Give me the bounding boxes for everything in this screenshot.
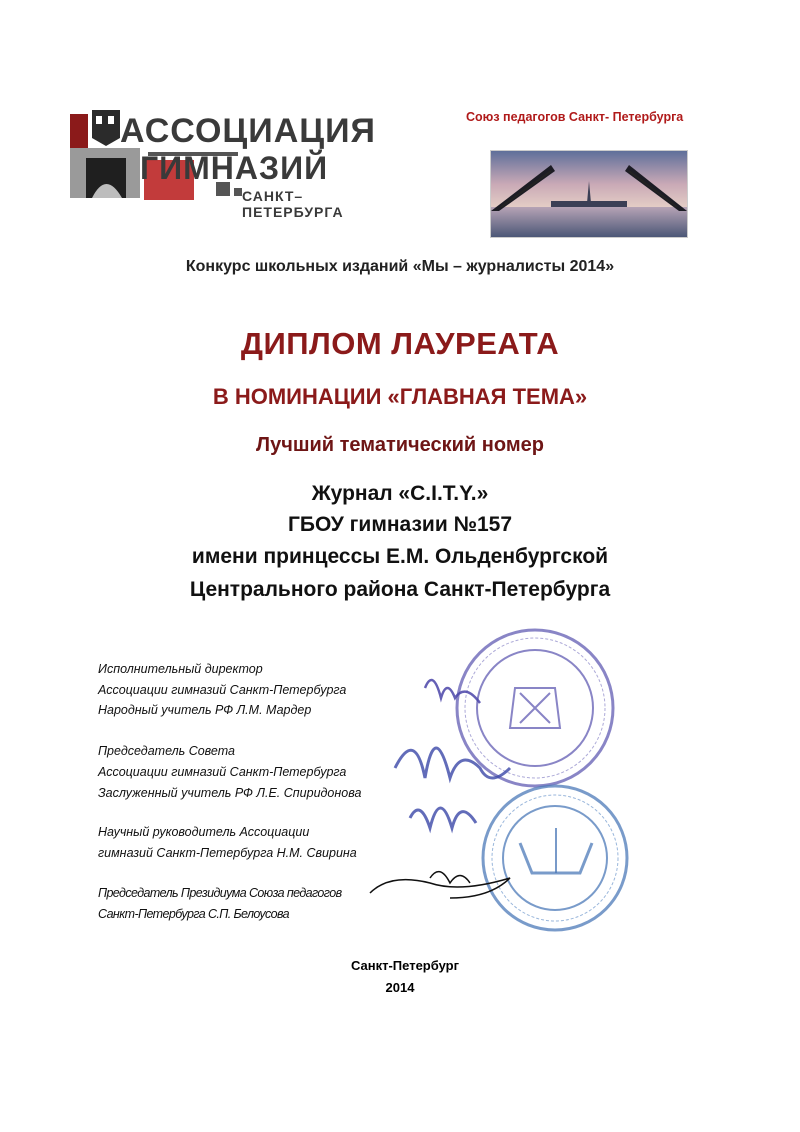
signatory-line: Исполнительный директор [98, 662, 263, 676]
logo-line-2: ГИМНАЗИЙ [140, 150, 329, 186]
union-title: Союз педагогов Санкт- Петербурга [466, 110, 684, 124]
signatory-line: Научный руководитель Ассоциации [98, 825, 310, 839]
stamps-and-signatures [340, 628, 660, 958]
logo-line-1: АССОЦИАЦИЯ [120, 112, 376, 150]
signatory-line: Народный учитель РФ Л.М. Мардер [98, 703, 312, 717]
association-logo [66, 108, 396, 220]
signatory-line: Ассоциации гимназий Санкт-Петербурга [98, 683, 347, 697]
diploma-title: ДИПЛОМ ЛАУРЕАТА [240, 326, 560, 361]
winner-line: имени принцессы Е.М. Ольденбургской [191, 545, 609, 568]
stamp-seal-icon [340, 628, 660, 958]
award-title: Лучший тематический номер [256, 434, 544, 456]
winner-line: ГБОУ гимназии №157 [287, 513, 513, 536]
winner-line: Центрального района Санкт-Петербурга [189, 578, 611, 601]
signatory-line: Председатель Президиума Союза педагогов [98, 886, 342, 900]
footer-year: 2014 [385, 980, 415, 995]
signatory-line: Заслуженный учитель РФ Л.Е. Спиридонова [98, 786, 362, 800]
signatory-line: Председатель Совета [98, 744, 235, 758]
signatory-line: Санкт-Петербурга С.П. Белоусова [98, 907, 290, 921]
drawbridge-image-icon [491, 151, 687, 237]
contest-title: Конкурс школьных изданий «Мы – журналисты 2014» [185, 258, 615, 275]
winner-line: Журнал «C.I.T.Y.» [311, 482, 489, 505]
footer-city: Санкт-Петербург [350, 958, 460, 973]
logo-line-3: САНКТ–ПЕТЕРБУРГА [242, 188, 344, 220]
nomination-title: В НОМИНАЦИИ «ГЛАВНАЯ ТЕМА» [212, 384, 588, 409]
signatory-line: Ассоциации гимназий Санкт-Петербурга [98, 765, 347, 779]
bridge-photo [490, 150, 688, 238]
signatory-line: гимназий Санкт-Петербурга Н.М. Свирина [98, 846, 357, 860]
